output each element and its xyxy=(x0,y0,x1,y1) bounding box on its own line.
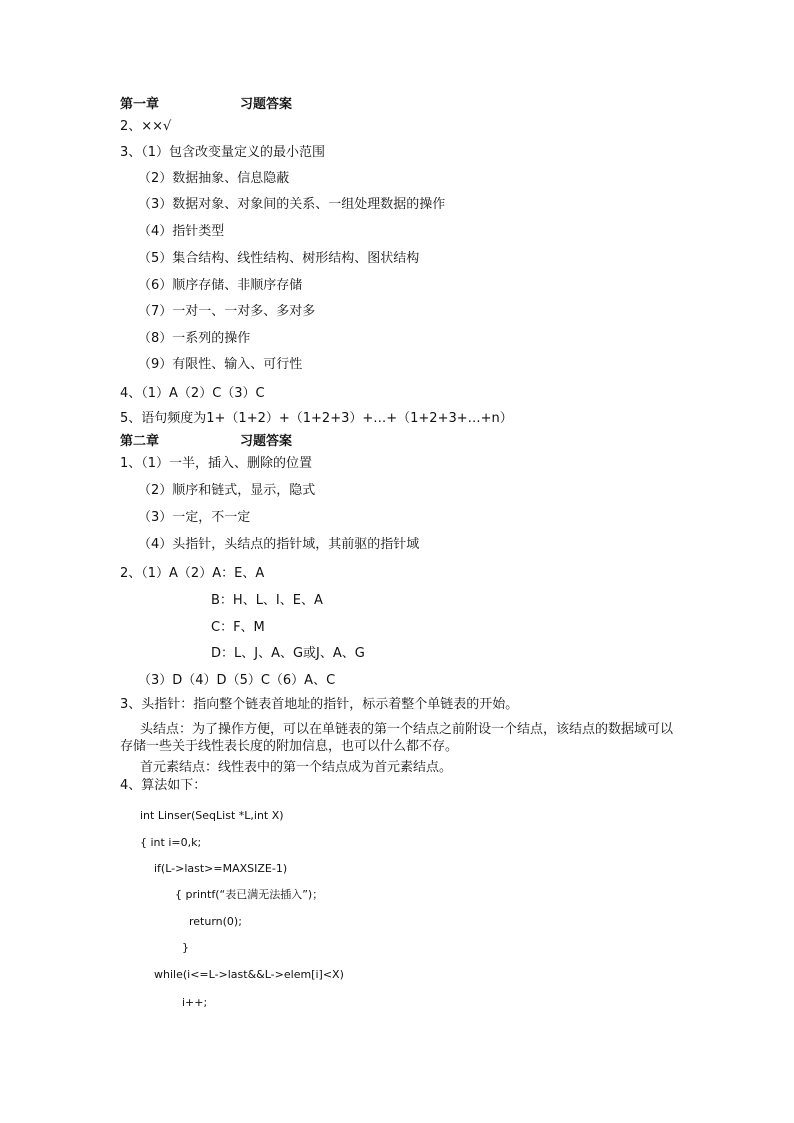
code-line: i++; xyxy=(182,996,208,1009)
code-line: return(0); xyxy=(189,915,242,928)
ch2-q1-item: （4）头指针，头结点的指针域，其前驱的指针域 xyxy=(138,537,420,552)
code-line: { printf(“表已满无法插入”)； xyxy=(175,888,324,901)
ch1-q3-item: （8）一系列的操作 xyxy=(138,331,251,346)
code-line: int Linser(SeqList *L,int X) xyxy=(140,809,284,822)
code-line: { int i=0,k; xyxy=(140,836,202,849)
ch1-q3-item: （3）数据对象、对象间的关系、一组处理数据的操作 xyxy=(138,197,446,212)
chapter-1-title: 第一章 xyxy=(120,97,160,112)
ch2-q2-intro: 2、（1）A（2）A：E、A xyxy=(120,566,265,581)
ch2-q2-tail: （3）D（4）D（5）C（6）A、C xyxy=(138,673,336,688)
ch2-q1-intro: 1、（1）一半，插入、删除的位置 xyxy=(120,456,313,471)
ch2-q3-node: 头结点：为了操作方便，可以在单链表的第一个结点之前附设一个结点，该结点的数据域可以存储一些关于线性表长度的附加信息，也可以什么都不存。 xyxy=(120,722,674,754)
ch1-q3-item: （7）一对一、一对多、多对多 xyxy=(138,304,316,319)
ch2-q4-intro: 4、算法如下： xyxy=(120,778,207,793)
ch2-q2-line: B：H、L、I、E、A xyxy=(211,593,323,608)
ch1-q3-item: （2）数据抽象、信息隐蔽 xyxy=(138,171,290,186)
ch2-q1-item: （2）顺序和链式，显示，隐式 xyxy=(138,483,316,498)
ch1-q3-item: （5）集合结构、线性结构、树形结构、图状结构 xyxy=(138,251,420,266)
ch1-q3-intro: 3、（1）包含改变量定义的最小范围 xyxy=(120,145,326,160)
ch1-q3-item: （4）指针类型 xyxy=(138,224,225,239)
ch2-q2-line: C：F、M xyxy=(211,620,265,635)
chapter-2-title: 第二章 xyxy=(120,434,160,449)
chapter-2-subtitle: 习题答案 xyxy=(240,434,293,449)
chapter-1-subtitle: 习题答案 xyxy=(240,97,293,112)
ch2-q3-head: 3、头指针：指向整个链表首地址的指针，标示着整个单链表的开始。 xyxy=(120,697,519,712)
ch1-q2: 2、××√ xyxy=(120,119,172,134)
code-line: while(i<=L->last&&L->elem[i]<X) xyxy=(154,968,344,981)
ch1-q4: 4、（1）A（2）C（3）C xyxy=(120,386,265,401)
code-line: if(L->last>=MAXSIZE-1) xyxy=(154,862,288,875)
ch1-q3-item: （6）顺序存储、非顺序存储 xyxy=(138,278,303,293)
ch1-q3-item: （9）有限性、输入、可行性 xyxy=(138,357,303,372)
ch2-q3-first: 首元素结点：线性表中的第一个结点成为首元素结点。 xyxy=(140,760,453,775)
ch2-q2-line: D：L、J、A、G或J、A、G xyxy=(211,646,365,661)
ch2-q1-item: （3）一定，不一定 xyxy=(138,510,251,525)
ch1-q5: 5、语句频度为1+（1+2）+（1+2+3）+…+（1+2+3+…+n） xyxy=(120,411,513,426)
code-line: } xyxy=(182,941,189,954)
